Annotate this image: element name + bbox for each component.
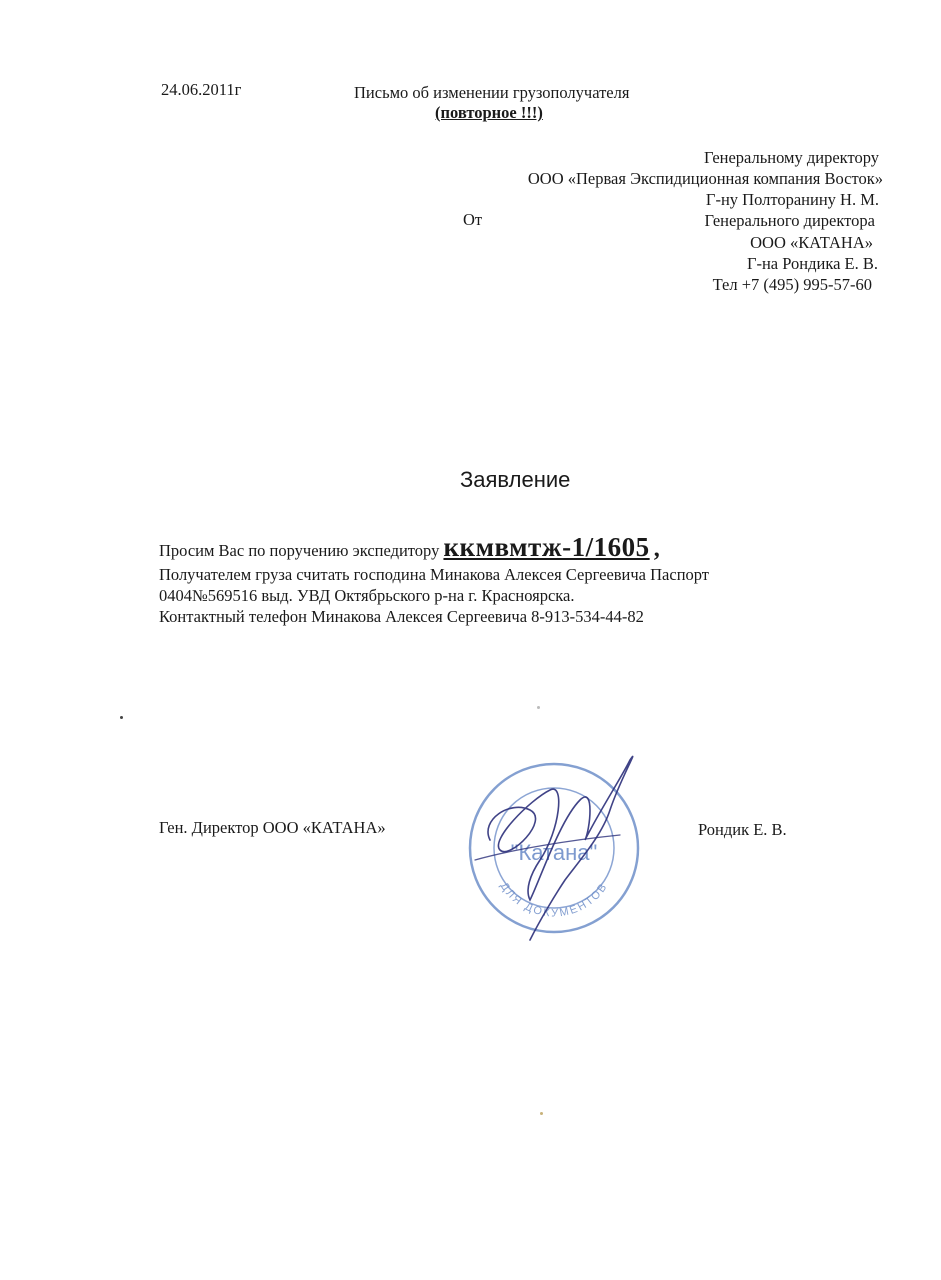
statement-line-2: Получателем груза считать господина Минакова Алексея Сергеевича Паспорт — [159, 565, 710, 584]
signatory-name: Рондик Е. В. — [698, 820, 787, 839]
seal-center-text: "Катана" — [510, 840, 598, 865]
recipient-position: Генеральному директору — [704, 148, 879, 167]
letter-subtitle: (повторное !!!) — [435, 103, 543, 122]
paper-speck — [540, 1112, 543, 1115]
shipment-code: ккмвмтж-1/1605 — [443, 532, 650, 562]
shipment-code-comma: , — [653, 536, 660, 562]
signatory-position: Ген. Директор ООО «КАТАНА» — [159, 818, 386, 837]
recipient-name: Г-ну Полторанину Н. М. — [705, 190, 879, 209]
statement-request-text: Просим Вас по поручению экспедитору — [159, 541, 440, 560]
recipient-company: ООО «Первая Экспидиционная компания Восток» — [527, 169, 883, 188]
statement-line-4: Контактный телефон Минакова Алексея Сергеевича 8-913-534-44-82 — [159, 607, 644, 626]
letter-title: Письмо об изменении грузополучателя — [354, 83, 630, 102]
sender-position: Генерального директора — [704, 211, 875, 230]
paper-speck — [120, 716, 123, 719]
seal-bottom-text: ДЛЯ ДОКУМЕНТОВ — [497, 880, 611, 920]
letter-date: 24.06.2011г — [161, 80, 242, 99]
from-label: От — [463, 210, 483, 229]
handwritten-signature — [470, 740, 660, 950]
statement-line-3: 0404№569516 выд. УВД Октябрьского р-на г. Красноярска. — [159, 586, 575, 605]
sender-name: Г-на Рондика Е. В. — [746, 254, 878, 273]
statement-heading: Заявление — [460, 467, 571, 492]
paper-speck — [537, 706, 540, 709]
statement-line-1 — [159, 530, 660, 568]
sender-company: ООО «КАТАНА» — [750, 233, 873, 252]
sender-phone: Тел +7 (495) 995-57-60 — [712, 275, 872, 294]
